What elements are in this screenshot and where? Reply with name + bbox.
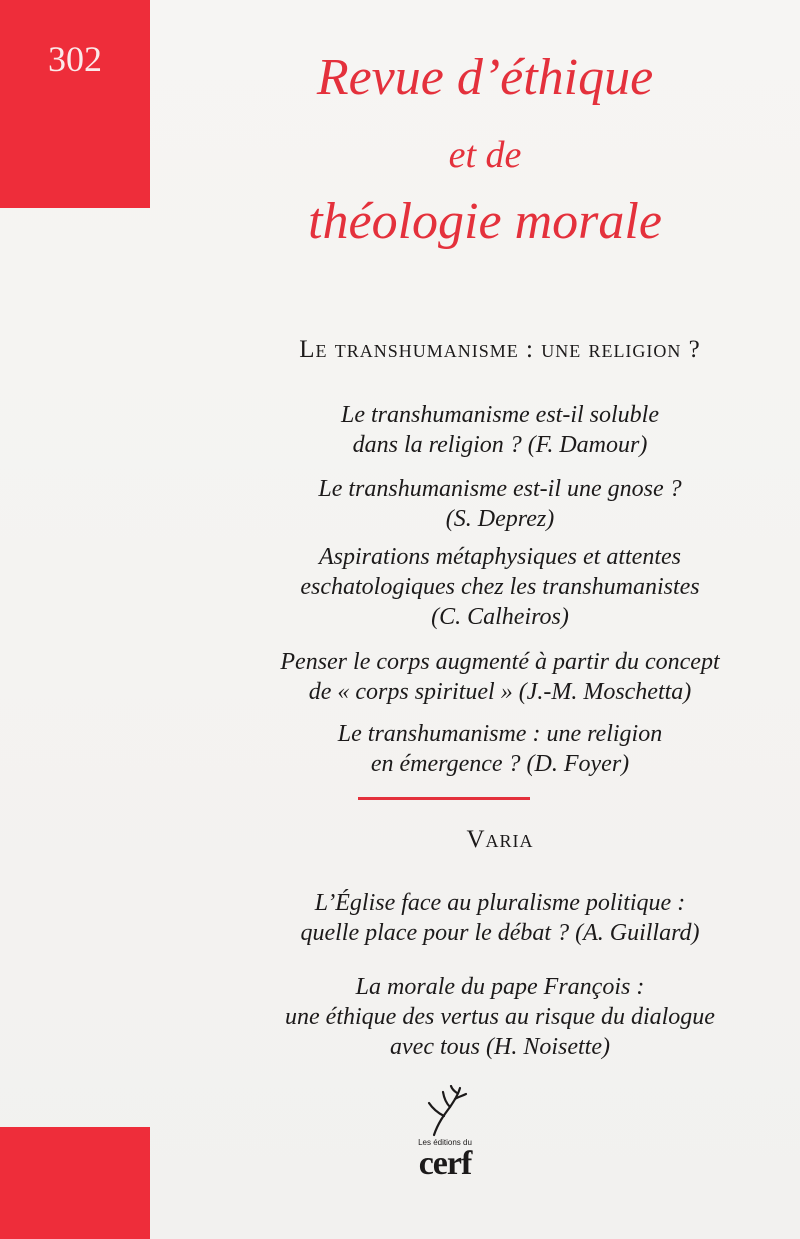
- publisher-small-text: Les éditions du: [418, 1138, 472, 1147]
- article-line: Le transhumanisme : une religion: [337, 721, 663, 747]
- article-line: dans la religion ? (F. Damour): [352, 432, 648, 458]
- article-entry: [150, 647, 800, 707]
- article-line: eschatologiques chez les transhumanistes: [300, 574, 700, 600]
- article-entry: [150, 888, 800, 948]
- article-entry: [150, 474, 800, 534]
- article-line: de « corps spirituel » (J.-M. Moschetta): [308, 679, 692, 705]
- article-line: La morale du pape François :: [355, 974, 645, 1000]
- article-entry: [150, 972, 800, 1062]
- article-line: L’Église face au pluralisme politique :: [314, 890, 686, 916]
- title-line-2: et de: [448, 134, 522, 176]
- bottom-color-block: [0, 1127, 150, 1239]
- stag-antler-icon: [424, 1085, 468, 1137]
- article-line: quelle place pour le débat ? (A. Guillard): [300, 920, 700, 946]
- publisher-name: cerf: [418, 1145, 472, 1182]
- article-entry: [150, 400, 800, 460]
- publisher-logo: [410, 1085, 480, 1205]
- article-line: (C. Calheiros): [431, 604, 569, 630]
- title-line-3: théologie morale: [308, 193, 662, 250]
- article-line: (S. Deprez): [445, 506, 555, 532]
- article-line: Le transhumanisme est-il une gnose ?: [318, 476, 682, 502]
- title-line-1: Revue d’éthique: [316, 49, 654, 106]
- article-line: Le transhumanisme est-il soluble: [341, 402, 659, 428]
- theme-heading: Le transhumanisme : une religion ?: [299, 336, 701, 363]
- issue-number: 302: [48, 39, 102, 79]
- varia-heading: Varia: [466, 826, 534, 853]
- article-line: Aspirations métaphysiques et attentes: [319, 544, 681, 570]
- article-line: en émergence ? (D. Foyer): [370, 751, 630, 777]
- article-line: avec tous (H. Noisette): [390, 1034, 610, 1060]
- article-entry: [150, 542, 800, 632]
- issue-number-block: [0, 0, 150, 208]
- article-line: une éthique des vertus au risque du dialogue: [285, 1004, 715, 1030]
- section-divider: [358, 797, 530, 800]
- article-line: Penser le corps augmenté à partir du concept: [280, 649, 720, 675]
- article-entry: [150, 719, 800, 779]
